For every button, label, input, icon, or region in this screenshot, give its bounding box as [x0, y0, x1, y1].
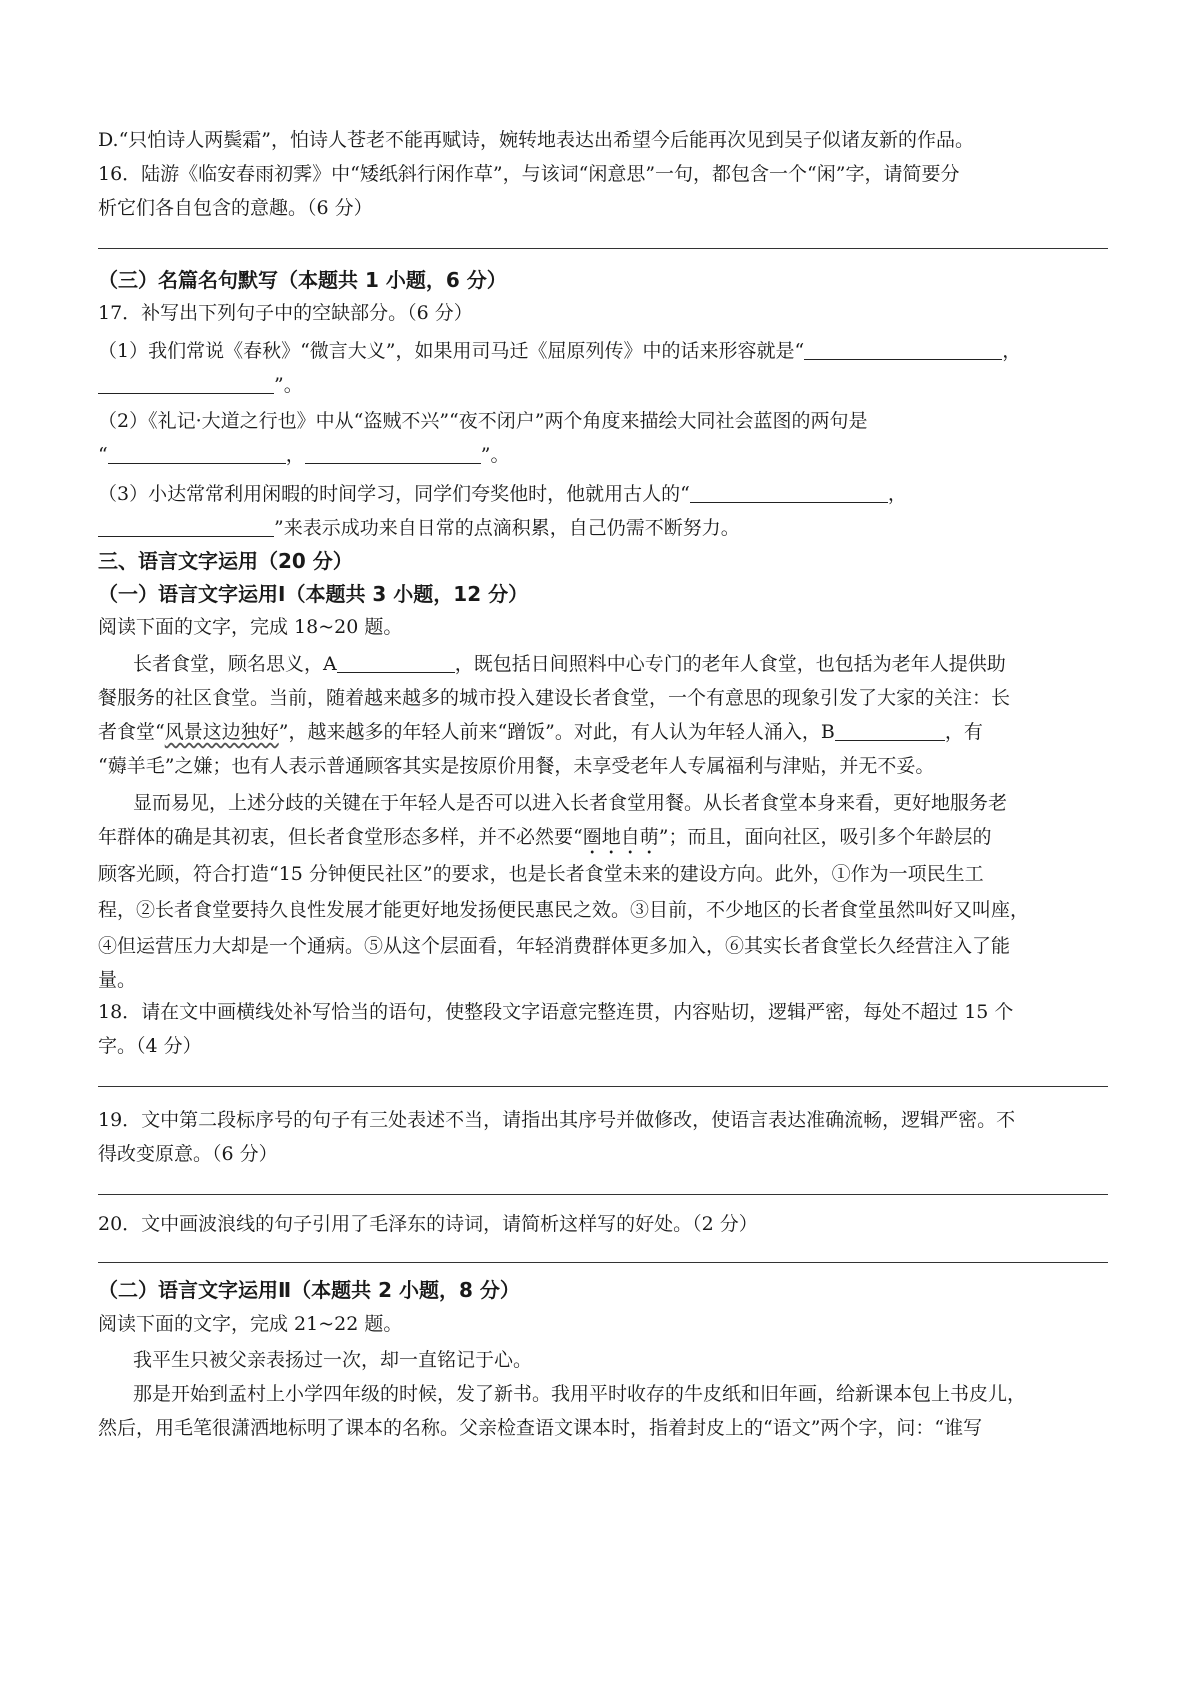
q17-2-line1: （2）《礼记·大道之行也》中从“盗贼不兴”“夜不闭户”两个角度来描绘大同社会蓝图的两句是	[98, 410, 868, 432]
passage2-line2	[98, 823, 1108, 859]
passage1-text-b: ，既包括日间照料中心专门的老年人食堂，也包括为老年人提供助	[454, 653, 1006, 675]
q17-3-blank-1[interactable]	[690, 482, 888, 503]
passage1-text-d: ”，越来越多的年轻人前来“蹭饭”。对此，有人认为年轻人涌入，B	[278, 721, 835, 743]
section-famous-lines-heading: （三）名篇名句默写（本题共 1 小题，6 分）	[98, 268, 507, 292]
passage2-line5: ④但运营压力大却是一个通病。⑤从这个层面看，年轻消费群体更多加入，⑥其实长者食堂长久经营注入了能	[98, 935, 1011, 957]
q17-1-end: ”。	[274, 374, 303, 396]
sub1-heading: （一）语言文字运用Ⅰ（本题共 3 小题，12 分）	[98, 582, 529, 606]
q17-2-blank-1[interactable]	[108, 443, 286, 464]
q17-2-blank-2[interactable]	[305, 443, 481, 464]
q17-3-line1	[98, 480, 1108, 508]
q15-option-d: D.“只怕诗人两鬓霜”，怕诗人苍老不能再赋诗，婉转地表达出希望今后能再次见到吴子似诸友新的作品。	[98, 129, 975, 151]
q16-stem-line2: 析它们各自包含的意趣。（6 分）	[98, 197, 373, 219]
passage1-line1	[133, 650, 1108, 678]
sub1-intro: 阅读下面的文字，完成 18~20 题。	[98, 616, 403, 638]
q20-answer-line[interactable]	[98, 1262, 1108, 1263]
q17-1-line1	[98, 337, 1108, 365]
q18-answer-line[interactable]	[98, 1086, 1108, 1087]
passage2-line1: 显而易见，上述分歧的关键在于年轻人是否可以进入长者食堂用餐。从长者食堂本身来看，更好地服务老	[133, 792, 1008, 814]
q17-2-comma: ，	[285, 444, 305, 466]
passage2-text-b: ”；而且，面向社区，吸引多个年龄层的	[658, 826, 992, 848]
passage4-line2: 然后，用毛笔很潇洒地标明了课本的名称。父亲检查语文课本时，指着封皮上的“语文”两个字，问：“谁写	[98, 1417, 983, 1439]
q17-3-line2	[98, 514, 1108, 542]
q17-3-end: ”来表示成功来自日常的点滴积累，自己仍需不断努力。	[274, 517, 740, 539]
q17-1-blank-2[interactable]	[98, 373, 274, 394]
passage3-line1: 我平生只被父亲表扬过一次，却一直铭记于心。	[133, 1349, 533, 1371]
blank-a[interactable]	[337, 652, 455, 673]
passage1-text-c: 者食堂“	[98, 721, 165, 743]
q19-answer-line[interactable]	[98, 1194, 1108, 1195]
q19-line1: 19．文中第二段标序号的句子有三处表述不当，请指出其序号并做修改，使语言表达准确流畅，逻辑严密。不	[98, 1109, 1016, 1131]
q20-stem: 20．文中画波浪线的句子引用了毛泽东的诗词，请简析这样写的好处。（2 分）	[98, 1213, 758, 1235]
q17-1-text: （1）我们常说《春秋》“微言大义”，如果用司马迁《屈原列传》中的话来形容就是“	[98, 340, 805, 362]
dotted-phrase: 圈地自萌	[582, 826, 659, 848]
q17-3-text: （3）小达常常利用闲暇的时间学习，同学们夸奖他时，他就用古人的“	[98, 483, 690, 505]
passage2-line3: 顾客光顾，符合打造“15 分钟便民社区”的要求，也是长者食堂未来的建设方向。此外，①作为一项民生工	[98, 863, 984, 885]
passage1-line4: “薅羊毛”之嫌；也有人表示普通顾客其实是按原价用餐，未享受老年人专属福利与津贴，并无不妥。	[98, 755, 935, 777]
passage1-line2: 餐服务的社区食堂。当前，随着越来越多的城市投入建设长者食堂，一个有意思的现象引发了大家的关注：长	[98, 687, 1011, 709]
wavy-quote: 风景这边独好	[164, 721, 279, 743]
q17-2-open-quote: “	[98, 444, 108, 466]
passage2-line4: 程，②长者食堂要持久良性发展才能更好地发扬便民惠民之效。③目前，不少地区的长者食堂虽然叫好又叫座，	[98, 899, 1030, 921]
q16-answer-line[interactable]	[98, 248, 1108, 249]
q17-1-blank-1[interactable]	[804, 339, 1002, 360]
sub2-heading: （二）语言文字运用Ⅱ（本题共 2 小题，8 分）	[98, 1278, 520, 1302]
q17-3-blank-2[interactable]	[98, 516, 274, 537]
passage1-text-e: ，有	[944, 721, 983, 743]
q19-line2: 得改变原意。（6 分）	[98, 1143, 278, 1165]
q18-line1: 18．请在文中画横线处补写恰当的语句，使整段文字语意完整连贯，内容贴切，逻辑严密，每处不超过 15 个	[98, 1001, 1014, 1023]
passage2-line6: 量。	[98, 969, 137, 991]
q17-2-line2	[98, 441, 1108, 469]
blank-b[interactable]	[835, 720, 945, 741]
sub2-intro: 阅读下面的文字，完成 21~22 题。	[98, 1313, 403, 1335]
passage4-line1: 那是开始到孟村上小学四年级的时候，发了新书。我用平时收存的牛皮纸和旧年画，给新课本包上书皮儿，	[133, 1383, 1027, 1405]
q16-stem-line1: 16．陆游《临安春雨初霁》中“矮纸斜行闲作草”，与该词“闲意思”一句，都包含一个“闲”字，请简要分	[98, 163, 960, 185]
q17-stem: 17．补写出下列句子中的空缺部分。（6 分）	[98, 302, 473, 324]
passage2-text-a: 年群体的确是其初衷，但长者食堂形态多样，并不必然要“	[98, 826, 583, 848]
q17-1-comma: ，	[1002, 340, 1022, 362]
q18-line2: 字。（4 分）	[98, 1035, 202, 1057]
q17-2-end: ”。	[480, 444, 510, 466]
q17-3-comma: ，	[887, 483, 907, 505]
q17-1-line2	[98, 371, 1108, 399]
passage1-line3	[98, 718, 1108, 746]
passage1-text-a: 长者食堂，顾名思义，A	[133, 653, 337, 675]
part3-heading: 三、语言文字运用（20 分）	[98, 549, 353, 573]
